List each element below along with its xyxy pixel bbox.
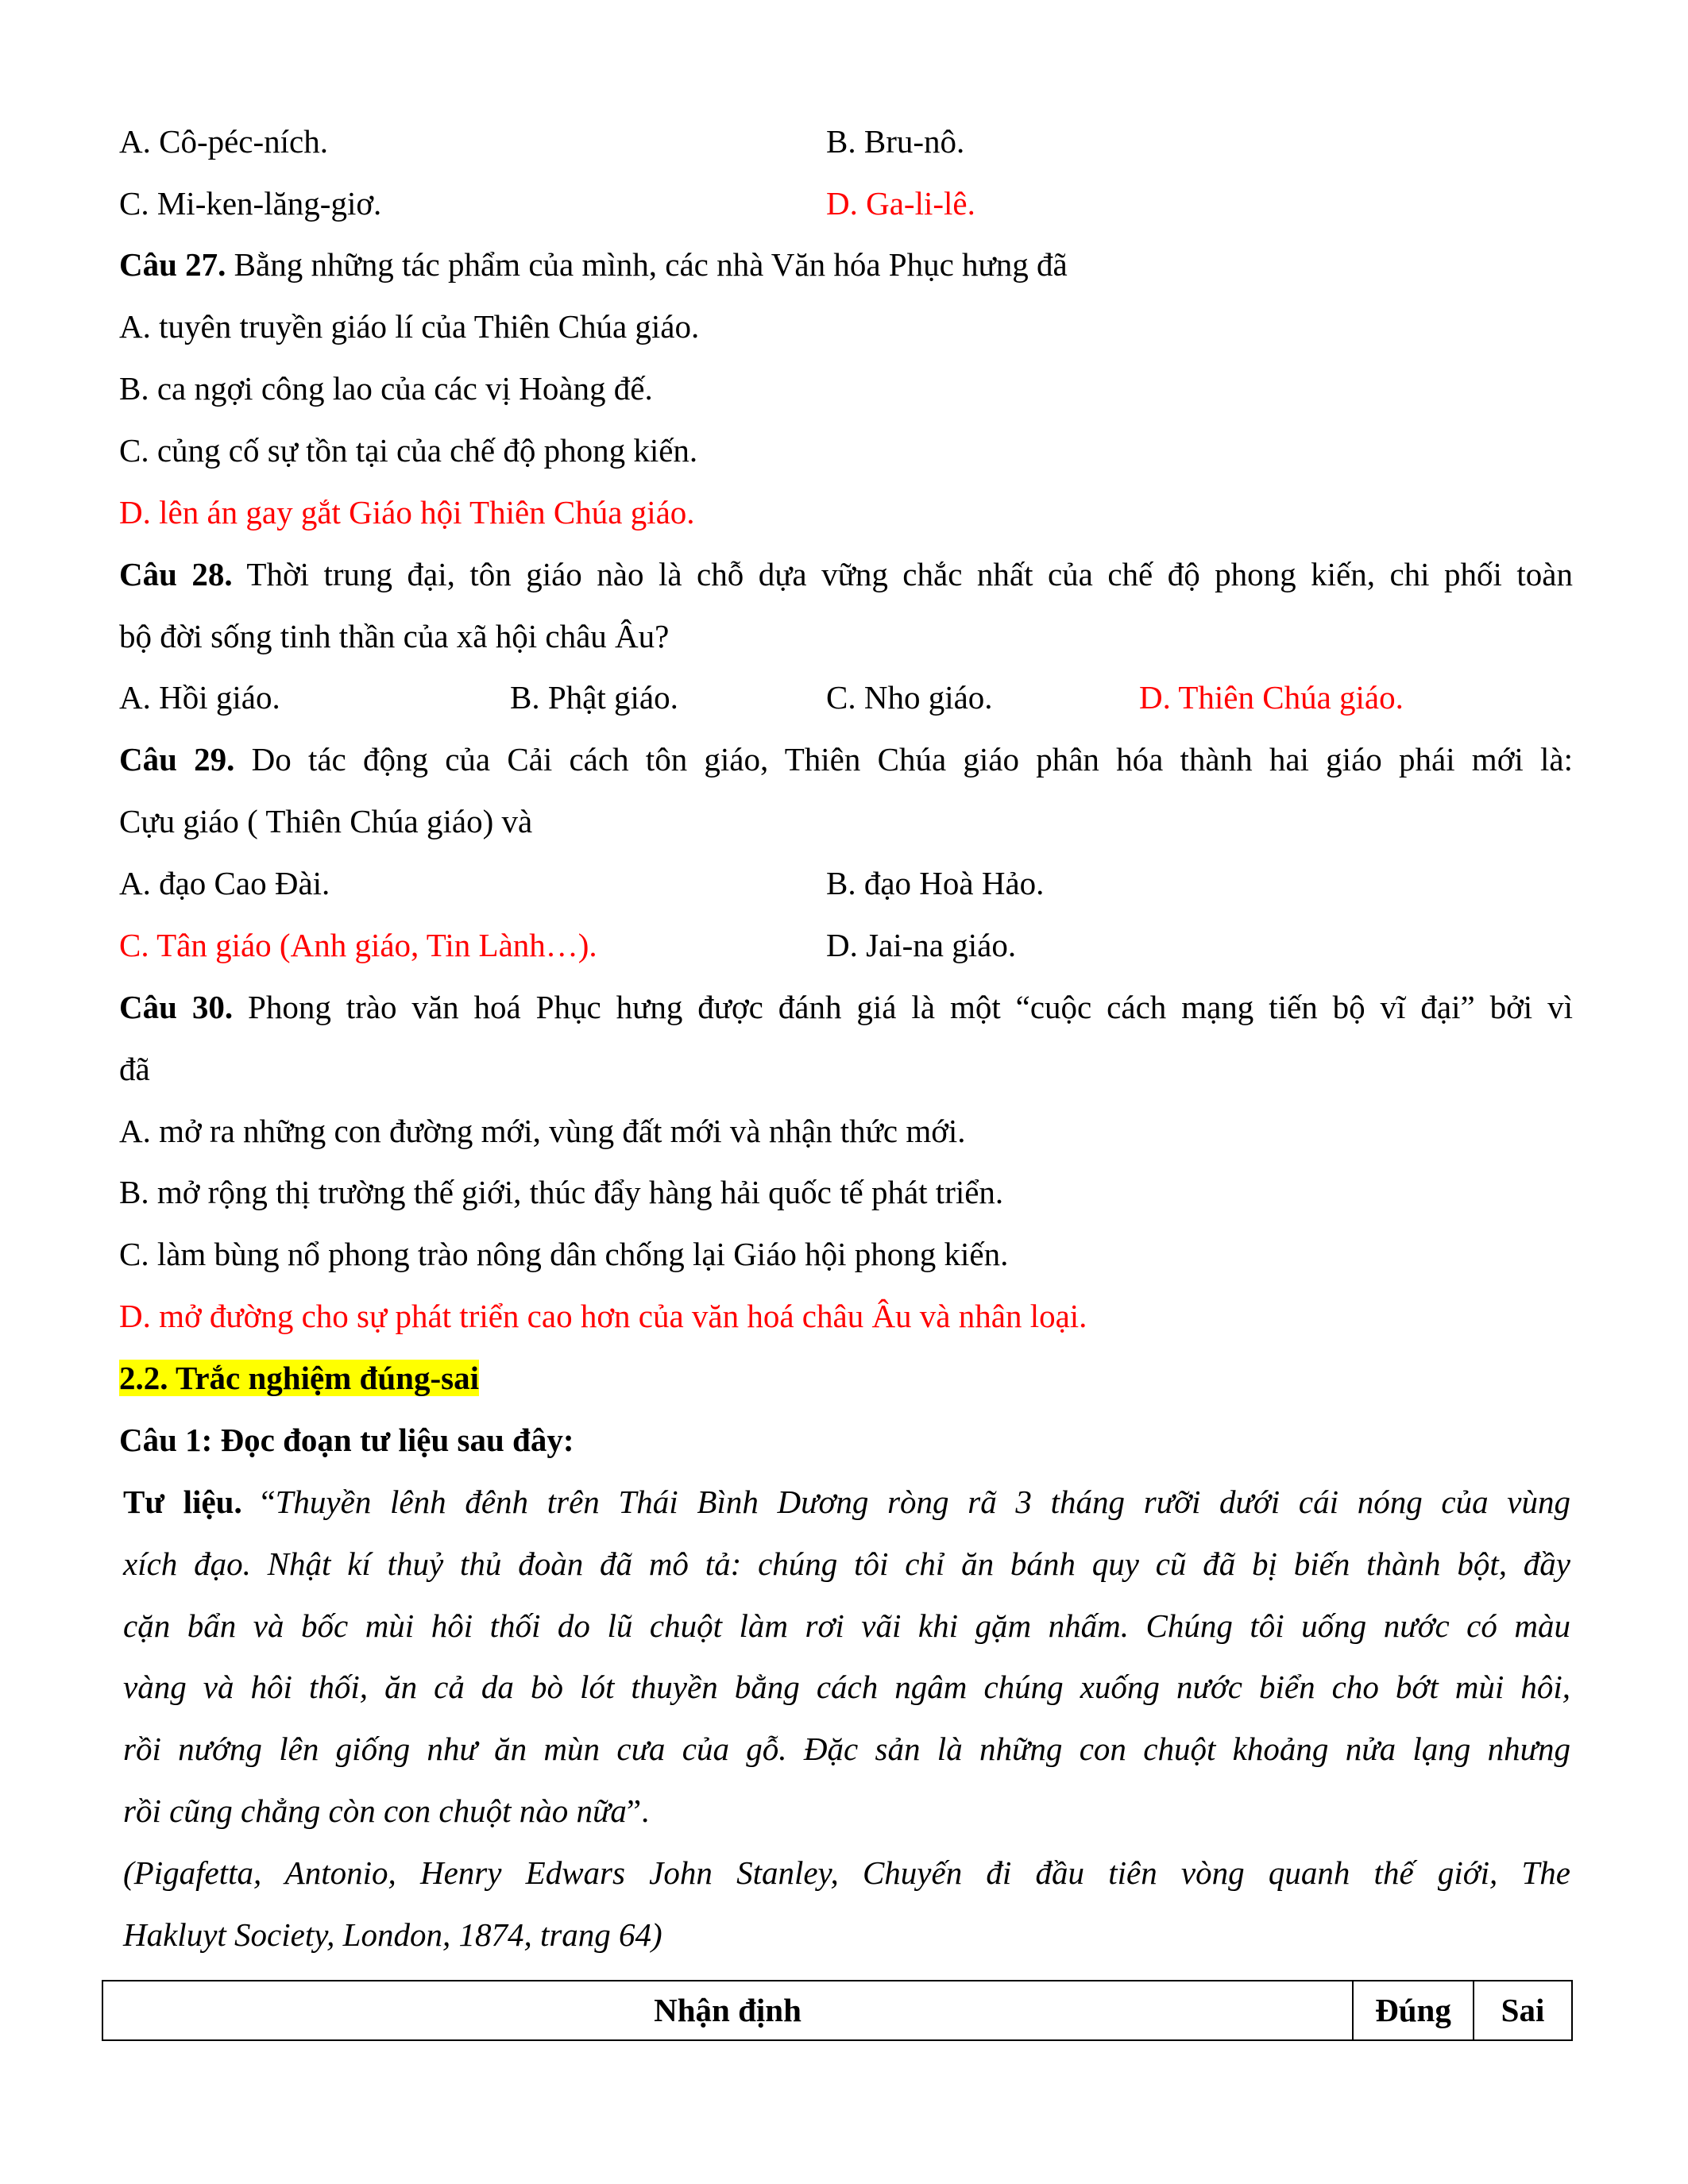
- q27-text: Bằng những tác phẩm của mình, các nhà Văn hóa Phục hưng đã: [226, 246, 1068, 283]
- statement-table: [102, 1980, 1573, 2041]
- q29-question-line1: [119, 743, 1573, 776]
- q30-text-line2: đã: [119, 1051, 150, 1087]
- q27-option-c: C. củng cố sự tồn tại của chế độ phong kiến.: [119, 432, 698, 469]
- citation-line2: Hakluyt Society, London, 1874, trang 64): [123, 1916, 662, 1953]
- q29-option-c-answer: C. Tân giáo (Anh giáo, Tin Lành…).: [119, 927, 597, 963]
- section-heading-text: 2.2. Trắc nghiệm đúng-sai: [119, 1360, 479, 1396]
- q27-option-b: B. ca ngợi công lao của các vị Hoàng đế.: [119, 370, 653, 407]
- source-line4: vàng và hôi thối, ăn cả da bò lót thuyền bằng cách ngâm chúng xuống nước biển cho bớt mùi hôi,: [123, 1669, 1570, 1705]
- q28-text-line1: Thời trung đại, tôn giáo nào là chỗ dựa vững chắc nhất của chế độ phong kiến, chi phối toàn: [232, 556, 1574, 592]
- q28-question-line1: [119, 558, 1573, 591]
- q28-text-line2: bộ đời sống tinh thần của xã hội châu Âu?: [119, 618, 670, 654]
- table-header-statement: Nhận định: [103, 1981, 1354, 2039]
- source-text-line6: rồi cũng chẳng còn con chuột nào nữa: [123, 1792, 627, 1829]
- table-header-true: Đúng: [1354, 1981, 1474, 2039]
- source-line6: [123, 1792, 650, 1829]
- q26-option-b: B. Bru-nô.: [826, 123, 965, 160]
- q26-option-c: C. Mi-ken-lăng-giơ.: [119, 185, 382, 222]
- q30-option-d-answer: D. mở đường cho sự phát triển cao hơn của văn hoá châu Âu và nhân loại.: [119, 1298, 1087, 1334]
- source-text-line1: Thuyền lênh đênh trên Thái Bình Dương ròng rã 3 tháng rưỡi dưới cái nóng của vùng: [275, 1484, 1571, 1520]
- q29-text-line1: Do tác động của Cải cách tôn giáo, Thiên Chúa giáo phân hóa thành hai giáo phái mới là:: [234, 741, 1573, 778]
- q28-label: Câu 28.: [119, 556, 233, 592]
- citation-line1: (Pigafetta, Antonio, Henry Edwars John Stanley, Chuyến đi đầu tiên vòng quanh thế giới, The: [123, 1854, 1570, 1891]
- q28-option-b: B. Phật giáo.: [510, 679, 678, 716]
- q27-option-d-answer: D. lên án gay gắt Giáo hội Thiên Chúa giáo.: [119, 494, 695, 531]
- q28-option-a: A. Hồi giáo.: [119, 679, 280, 716]
- q26-option-d-answer: D. Ga-li-lê.: [826, 185, 975, 222]
- q30-question-line1: [119, 991, 1573, 1024]
- q29-text-line2: Cựu giáo ( Thiên Chúa giáo) và: [119, 803, 533, 839]
- q29-option-d: D. Jai-na giáo.: [826, 927, 1017, 963]
- source-line2: xích đạo. Nhật kí thuỷ thủ đoàn đã mô tả: chúng tôi chỉ ăn bánh quy cũ đã bị biến thành bột, đầy: [123, 1545, 1570, 1582]
- q1-title: Câu 1: Đọc đoạn tư liệu sau đây:: [119, 1422, 574, 1458]
- q30-option-a: A. mở ra những con đường mới, vùng đất mới và nhận thức mới.: [119, 1113, 966, 1149]
- q30-option-b: B. mở rộng thị trường thế giới, thúc đẩy hàng hải quốc tế phát triển.: [119, 1174, 1004, 1210]
- q29-option-b: B. đạo Hoà Hảo.: [826, 865, 1045, 901]
- source-line1: [123, 1486, 1570, 1518]
- q30-text-line1: Phong trào văn hoá Phục hưng được đánh giá là một “cuộc cách mạng tiến bộ vĩ đại” bởi vì: [233, 989, 1573, 1025]
- section-heading: [119, 1362, 479, 1395]
- q29-label: Câu 29.: [119, 741, 235, 778]
- q30-label: Câu 30.: [119, 989, 234, 1025]
- source-open-quote: “: [241, 1484, 276, 1520]
- q27-question: [119, 246, 1068, 283]
- q27-option-a: A. tuyên truyền giáo lí của Thiên Chúa giáo.: [119, 308, 700, 345]
- source-close-quote: ”.: [626, 1792, 650, 1829]
- q28-option-c: C. Nho giáo.: [826, 679, 993, 716]
- source-line3: cặn bẩn và bốc mùi hôi thối do lũ chuột làm rơi vãi khi gặm nhấm. Chúng tôi uống nước có màu: [123, 1607, 1570, 1644]
- table-header-false: Sai: [1501, 1992, 1545, 2028]
- source-label: Tư liệu.: [123, 1484, 242, 1520]
- q29-option-a: A. đạo Cao Đài.: [119, 865, 330, 901]
- q26-option-a: A. Cô-péc-ních.: [119, 123, 328, 160]
- source-line5: rồi nướng lên giống như ăn mùn cưa của gỗ. Đặc sản là những con chuột khoảng nửa lạng nhưng: [123, 1731, 1570, 1767]
- q28-option-d-answer: D. Thiên Chúa giáo.: [1139, 679, 1404, 716]
- q30-option-c: C. làm bùng nổ phong trào nông dân chống lại Giáo hội phong kiến.: [119, 1236, 1009, 1272]
- q27-label: Câu 27.: [119, 246, 226, 283]
